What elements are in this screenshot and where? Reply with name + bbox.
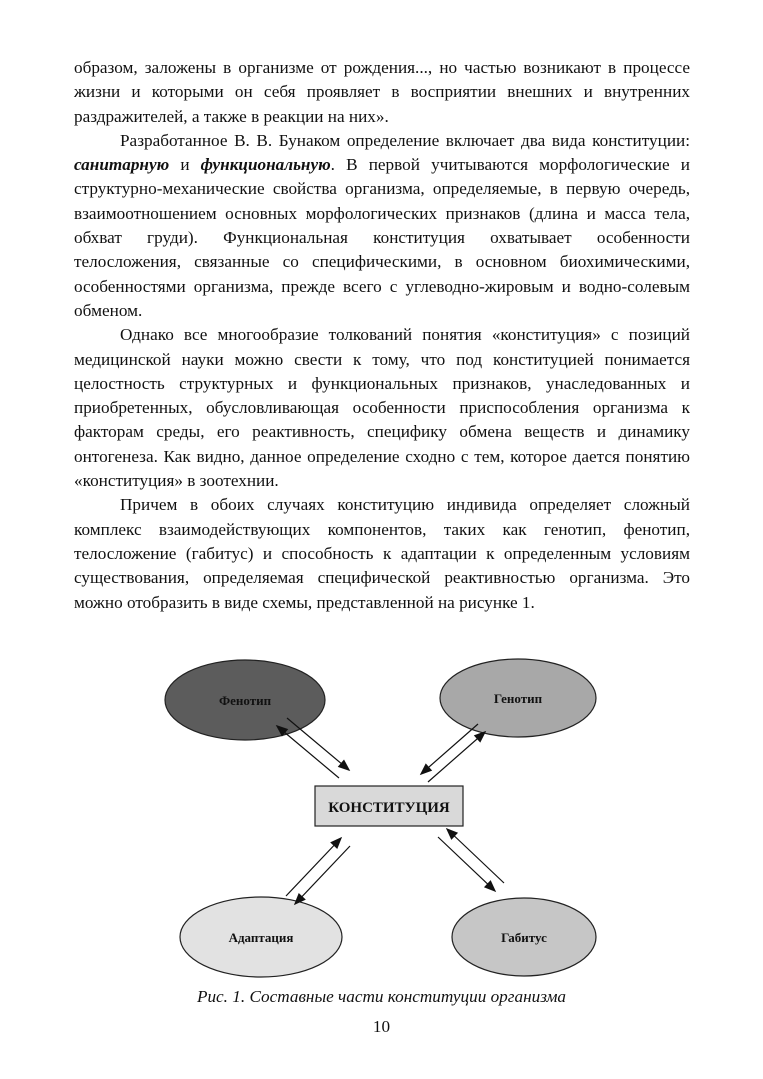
adaptation-label: Адаптация xyxy=(228,930,294,945)
page-number: 10 xyxy=(372,1017,391,1036)
constitution-to-phenotype-line xyxy=(277,726,339,778)
paragraph-2-start: Разработанное В. В. Бунаком определение включает два вида конституции: xyxy=(120,130,690,150)
habitus-to-constitution-line xyxy=(447,829,504,883)
adaptation-to-constitution-line xyxy=(286,838,341,896)
term-sanitary: санитарную xyxy=(74,155,170,175)
genotype-to-constitution-line xyxy=(421,724,478,774)
constitution-to-adaptation-line xyxy=(295,846,350,904)
phenotype-label: Фенотип xyxy=(218,693,272,708)
genotype-label: Генотип xyxy=(493,691,543,706)
paragraph-1: образом, заложены в организме от рождения..., но частью возникают в процессе жизни и которыми он себя проявляет в восприятии внешних и внутренних раздражителей, а также в реакции на них». xyxy=(74,58,690,126)
constitution-label: КОНСТИТУЦИЯ xyxy=(328,800,450,816)
figure-caption: Рис. 1. Составные части конституции организма xyxy=(196,987,567,1006)
paragraph-2-end: . В первой учитываются морфологические и структурно-механические свойства организма, определяемые, в первую очередь, взаимоотношением основных морфологических признаков (длина и масса тела, обхват груди). Функциональная конституция охватывает особенности телосложения, связанные со специфическими, в основном биохимическими, особенностями организма, прежде всего с углеводно-жировым и водно-солевым обменом. xyxy=(74,155,690,320)
constitution-to-genotype-line xyxy=(428,732,485,782)
term-functional: функциональную xyxy=(200,155,331,175)
paragraph-4: Причем в обоих случаях конституцию индивида определяет сложный комплекс взаимодействующих компонентов, таких как генотип, фенотип, телосложение (габитус) и способность к адаптации к определенным условиям существования, определяемая специфической реактивностью организма. Это можно отобразить в виде схемы, представленной на рисунке 1. xyxy=(74,495,690,612)
habitus-label: Габитус xyxy=(501,930,547,945)
constitution-to-habitus-line xyxy=(438,837,495,891)
paragraph-3: Однако все многообразие толкований понятия «конституция» с позиций медицинской науки можно свести к тому, что под конституцией понимается целостность структурных и функциональных признаков, унаследованных и приобретенных, обусловливающая особенности приспособления организма к факторам среды, его реактивность, специфику обмена веществ и динамику онтогенеза. Как видно, данное определение сходно с тем, которое дается понятию «конституция» в зоотехнии. xyxy=(74,325,690,491)
conjunction: и xyxy=(169,155,201,175)
phenotype-to-constitution-line xyxy=(287,718,349,770)
